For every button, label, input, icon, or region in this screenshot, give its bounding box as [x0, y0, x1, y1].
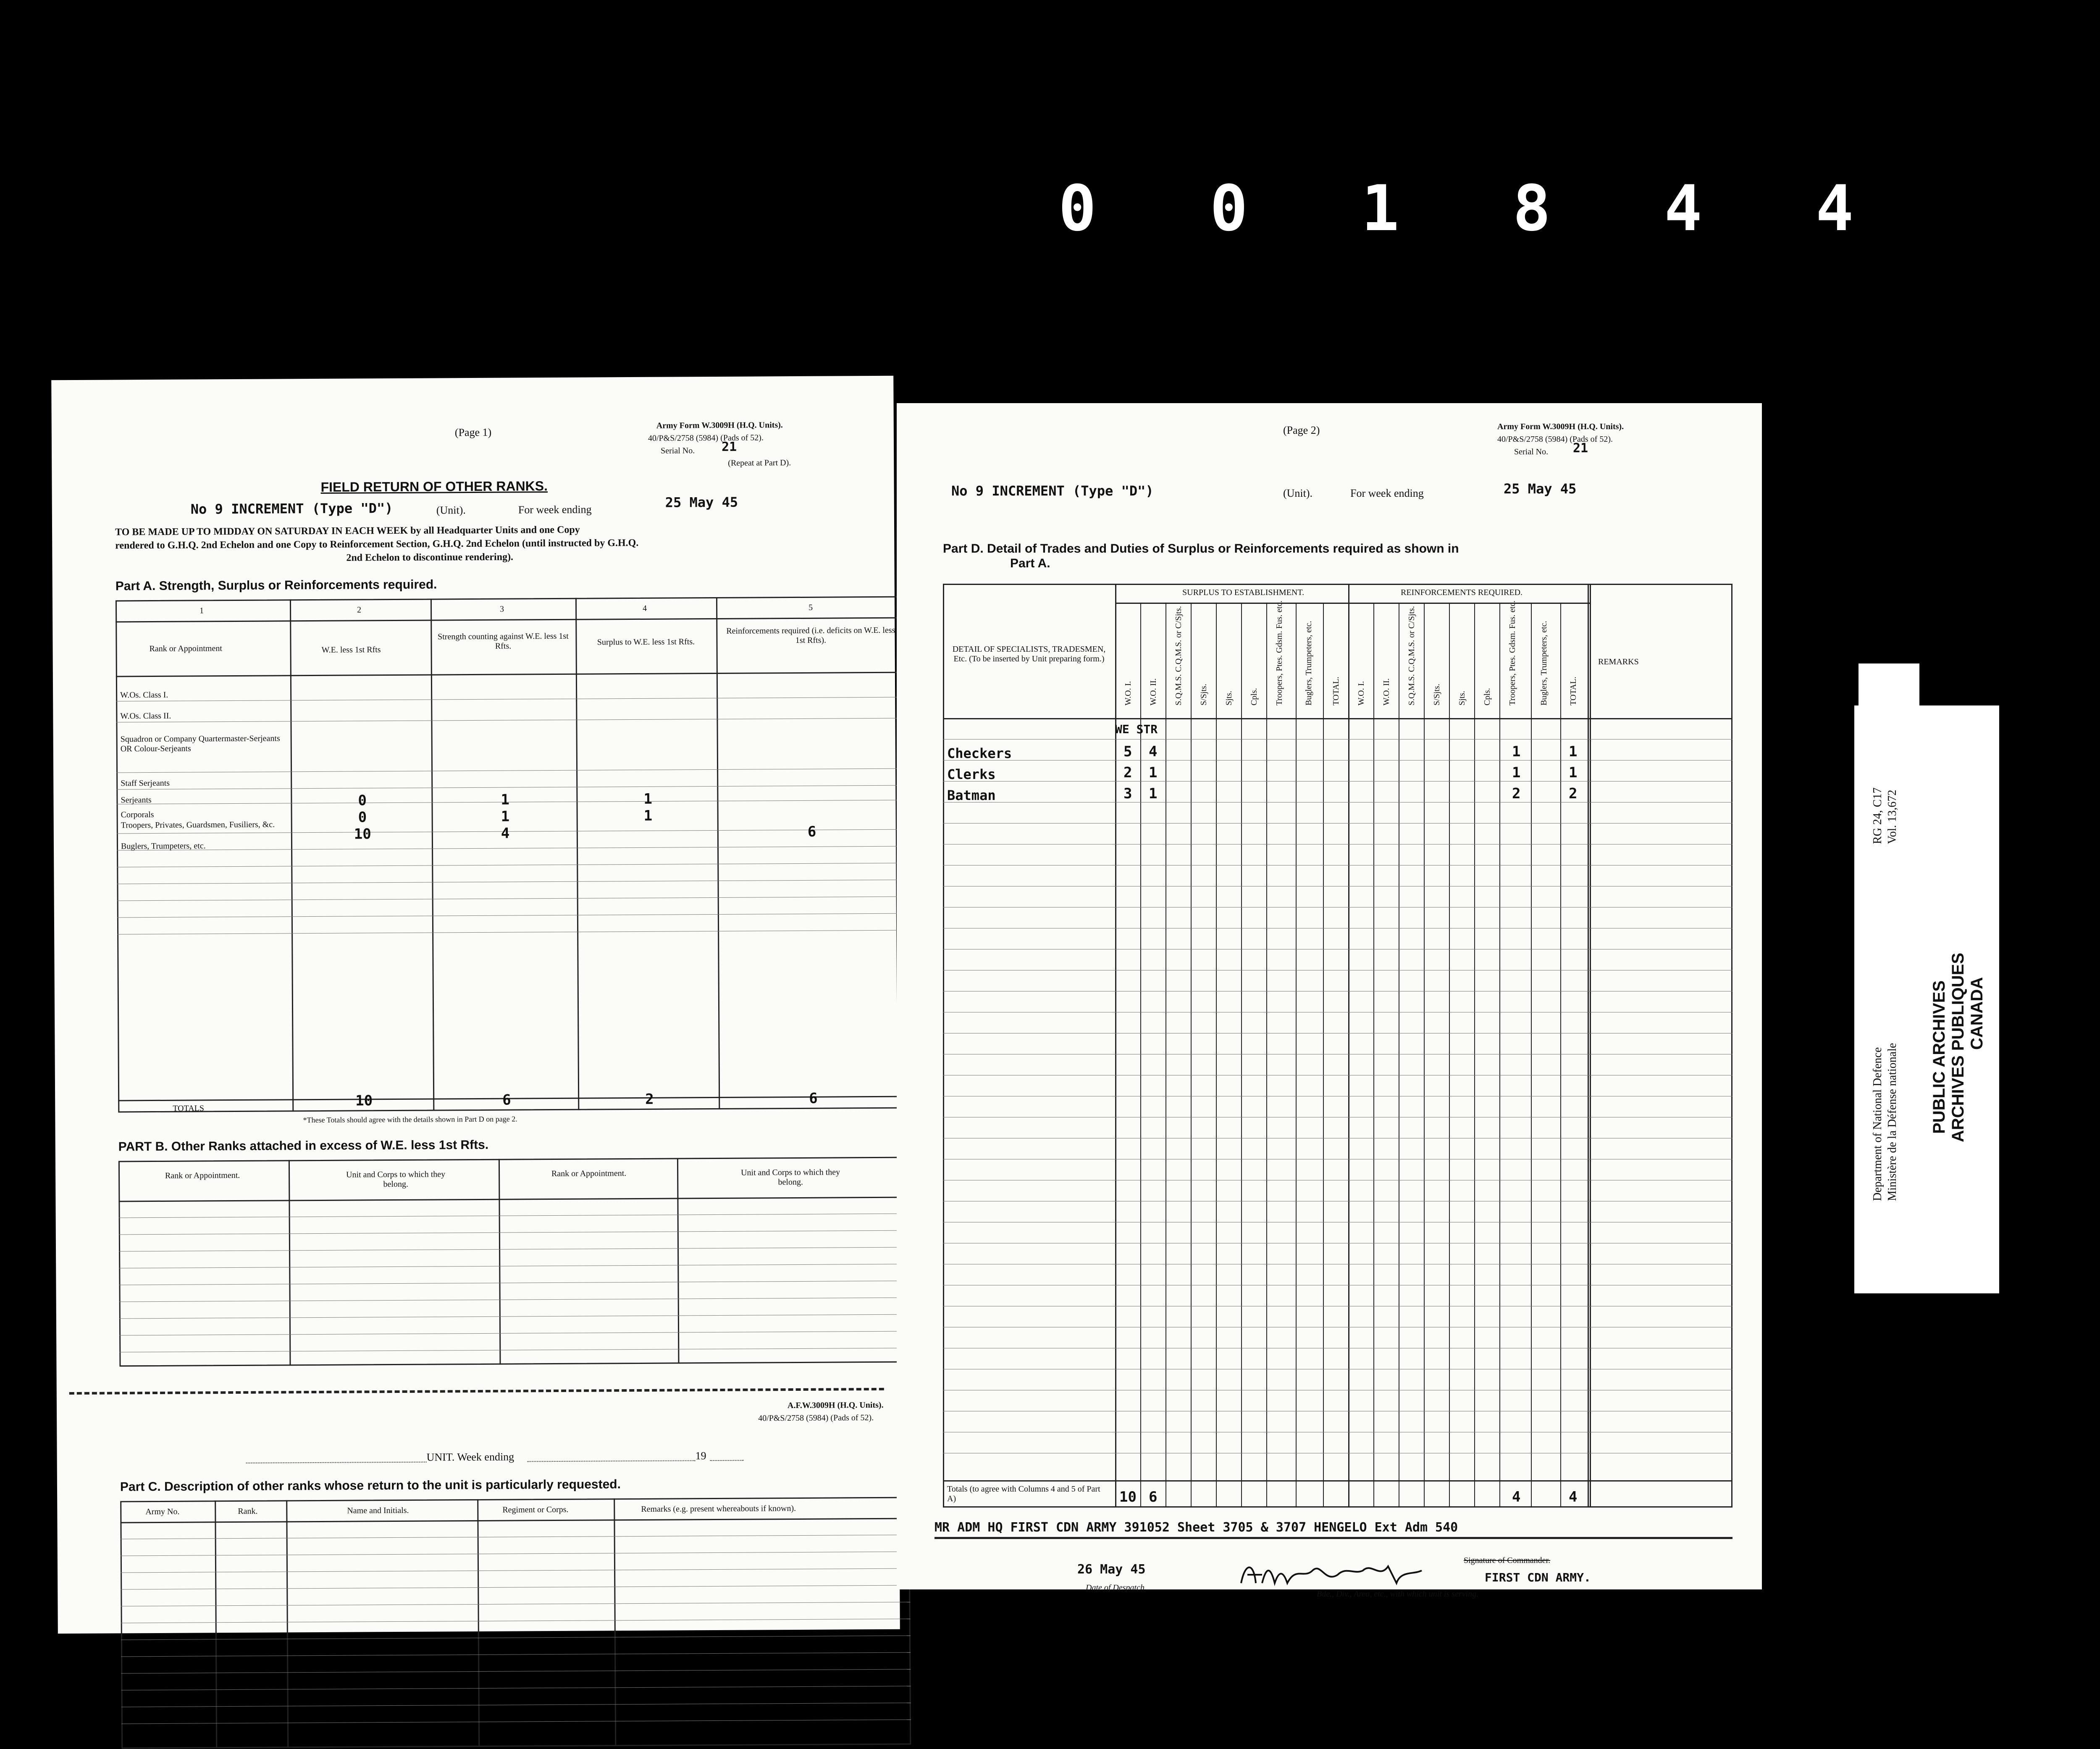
- p2-total-str: 6: [1149, 1489, 1158, 1505]
- p2-serial-value: 21: [1573, 441, 1588, 456]
- part-d-title-1: Part D. Detail of Trades and Duties of Surplus or Reinforcements required as shown in: [943, 542, 1459, 556]
- instructions-line-3: 2nd Echelon to discontinue rendering).: [346, 551, 514, 564]
- reinf-sub-cpls: Cpls.: [1483, 688, 1492, 705]
- reinf-sub-buglers: Buglers, Trumpeters, etc.: [1539, 621, 1549, 705]
- year-prefix: 19: [695, 1450, 706, 1462]
- corporals-surplus: 1: [643, 807, 653, 824]
- despatch-label: Date of Despatch.: [1086, 1583, 1147, 1592]
- serjeants-strength: 1: [501, 791, 510, 808]
- week-ending-label: For week ending: [518, 503, 592, 516]
- reel-frame-number: 0 0 1 8 4 4: [1058, 172, 1892, 245]
- archive-card: [1854, 663, 1999, 1293]
- row-batman-reinf-total: 2: [1569, 785, 1578, 802]
- page-2-label: (Page 2): [1283, 424, 1320, 436]
- sub-sjts: Sjts.: [1224, 690, 1234, 705]
- corporals-strength: 1: [501, 808, 510, 825]
- tear-form-label: A.F.W.3009H (H.Q. Units).: [787, 1400, 884, 1411]
- p2-week-label: For week ending: [1350, 487, 1424, 499]
- repeat-note: (Repeat at Part D).: [728, 458, 791, 468]
- instructions-line-2: rendered to G.H.Q. 2nd Echelon and one Copy to Reinforcement Section, G.H.Q. 2nd Echelon (until instructed by G.H.Q.: [115, 537, 639, 551]
- army-form-label: Army Form W.3009H (H.Q. Units).: [656, 420, 783, 430]
- p2-unit-value: No 9 INCREMENT (Type "D"): [951, 483, 1154, 499]
- dept-fr: Ministère de la Défense nationale: [1886, 1043, 1899, 1201]
- week-ending-value: 25 May 45: [665, 494, 738, 511]
- row-batman-str: 1: [1149, 785, 1158, 802]
- col-num-1: 1: [200, 606, 204, 616]
- sub-ssjts: S/Sjts.: [1199, 684, 1208, 705]
- serjeants-we: 0: [358, 792, 367, 809]
- map-reference: MR ADM HQ FIRST CDN ARMY 391052 Sheet 3705 & 3707 HENGELO Ext Adm 540: [934, 1520, 1458, 1535]
- p2-serial-label: Serial No.: [1514, 447, 1549, 456]
- row-checkers-we: 5: [1124, 743, 1132, 760]
- sub-sqms: S.Q.M.S. C.Q.M.S. or C/Sjts.: [1174, 606, 1183, 705]
- we-str-label: WE STR: [1115, 722, 1158, 736]
- row-checkers-detail: Checkers: [947, 745, 1012, 761]
- reinf-sub-troopers: Troopers, Ptes. Gdsm. Fus. etc.: [1508, 600, 1517, 705]
- p2-total-reinf-total: 4: [1569, 1489, 1578, 1505]
- row-batman-reinf-troopers: 2: [1512, 785, 1521, 802]
- rank-cqms: Squadron or Company Quartermaster-Serjeants OR Colour-Serjeants: [120, 734, 280, 754]
- totals-label: TOTALS: [173, 1104, 205, 1113]
- p2-army-form-label: Army Form W.3009H (H.Q. Units).: [1497, 422, 1624, 431]
- row-batman-we: 3: [1124, 785, 1132, 802]
- rg-number: RG 24, C17: [1871, 787, 1884, 844]
- part-b-header-rank-2: Rank or Appointment.: [551, 1169, 627, 1179]
- total-reinf: 6: [809, 1090, 818, 1107]
- rank-wo1: W.Os. Class I.: [120, 690, 168, 700]
- reinf-sub-total: TOTAL.: [1569, 677, 1578, 705]
- troopers-we: 10: [354, 826, 371, 843]
- header-strength: Strength counting against W.E. less 1st Rfts.: [438, 631, 569, 651]
- tear-line: [69, 1388, 884, 1395]
- row-clerks-reinf-troopers: 1: [1512, 764, 1521, 781]
- p2-form-ref-label: 40/P&S/2758 (5984) (Pads of 52).: [1497, 435, 1613, 444]
- row-clerks-we: 2: [1124, 764, 1132, 781]
- sub-total: TOTAL.: [1331, 677, 1341, 705]
- reinf-sub-wo1: W.O. I.: [1357, 681, 1366, 705]
- part-b-header-unit-2: Unit and Corps to which they belong.: [740, 1167, 840, 1187]
- archives-fr: ARCHIVES PUBLIQUES: [1949, 952, 1967, 1142]
- part-b-table: [118, 1157, 909, 1367]
- total-surplus: 2: [645, 1091, 654, 1108]
- rank-staff-serjeants: Staff Serjeants: [121, 778, 170, 788]
- form-ref-label: 40/P&S/2758 (5984) (Pads of 52).: [648, 433, 764, 443]
- remarks-header: REMARKS: [1598, 657, 1639, 666]
- totals-note: *These Totals should agree with the details shown in Part D on page 2.: [303, 1114, 517, 1125]
- col-num-5: 5: [808, 603, 813, 612]
- instructions-line-1: TO BE MADE UP TO MIDDAY ON SATURDAY IN EACH WEEK by all Headquarter Units and one Copy: [115, 524, 580, 538]
- part-c-header-remarks: Remarks (e.g. present whereabouts if known).: [641, 1504, 796, 1514]
- tear-form-ref: 40/P&S/2758 (5984) (Pads of 52).: [758, 1413, 874, 1423]
- despatch-date: 26 May 45: [1077, 1562, 1146, 1577]
- row-checkers-reinf-troopers: 1: [1512, 743, 1521, 760]
- reinf-header: REINFORCEMENTS REQUIRED.: [1401, 588, 1523, 597]
- archives-en: PUBLIC ARCHIVES: [1930, 980, 1948, 1134]
- header-reinforcements: Reinforcements required (i.e. deficits on W.E. less 1st Rfts).: [726, 625, 895, 645]
- part-c-table: [120, 1497, 911, 1749]
- reinf-sub-ssjts: S/Sjts.: [1432, 684, 1441, 705]
- row-clerks-reinf-total: 1: [1569, 764, 1578, 781]
- dept-en: Department of National Defence: [1871, 1047, 1884, 1201]
- col-num-3: 3: [500, 604, 504, 614]
- total-strength: 6: [502, 1091, 511, 1109]
- rank-corporals: Corporals: [121, 810, 154, 820]
- page-1-label: (Page 1): [454, 426, 492, 439]
- vol-number: Vol. 13,672: [1886, 789, 1899, 844]
- serjeants-surplus: 1: [643, 790, 653, 808]
- total-we: 10: [355, 1092, 373, 1109]
- col-num-2: 2: [357, 605, 362, 615]
- part-c-header-regiment: Regiment or Corps.: [502, 1505, 569, 1515]
- page-2: [897, 403, 1762, 1599]
- part-c-title: Part C. Description of other ranks whose return to the unit is particularly requested.: [120, 1477, 621, 1494]
- reinf-sub-wo2: W.O. II.: [1382, 678, 1391, 705]
- corporals-we: 0: [358, 809, 367, 826]
- sub-buglers: Buglers, Trumpeters, etc.: [1304, 621, 1313, 705]
- reinf-sub-sjts: Sjts.: [1457, 690, 1467, 705]
- header-surplus: Surplus to W.E. less 1st Rfts.: [597, 637, 695, 647]
- p2-total-reinf-troopers: 4: [1512, 1489, 1521, 1505]
- part-c-header-rank: Rank.: [238, 1506, 258, 1516]
- formation-name: FIRST CDN ARMY.: [1485, 1571, 1591, 1584]
- p2-week-value: 25 May 45: [1504, 481, 1577, 497]
- sub-troopers: Troopers, Ptes. Gdsm. Fus. etc.: [1275, 600, 1284, 705]
- reinf-sub-sqms: S.Q.M.S. C.Q.M.S. or C/Sjts.: [1407, 606, 1416, 705]
- troopers-strength: 4: [501, 825, 510, 842]
- row-checkers-reinf-total: 1: [1569, 743, 1578, 760]
- rank-troopers: Troopers, Privates, Guardsmen, Fusiliers, &c.: [121, 820, 275, 830]
- part-c-header-name: Name and Initials.: [347, 1505, 409, 1516]
- formation-label: Bde., Div., Area, etc., with which unit is serving.: [1317, 1589, 1479, 1599]
- row-batman-detail: Batman: [947, 787, 996, 803]
- sub-wo1: W.O. I.: [1124, 681, 1133, 705]
- col-num-4: 4: [643, 603, 647, 613]
- part-c-header-army-no: Army No.: [145, 1507, 180, 1517]
- serial-label: Serial No.: [661, 446, 695, 456]
- row-clerks-str: 1: [1149, 764, 1158, 781]
- unit-value: No 9 INCREMENT (Type "D"): [190, 500, 393, 517]
- header-we: W.E. less 1st Rfts: [321, 645, 381, 655]
- archives-country: CANADA: [1968, 977, 1986, 1050]
- row-clerks-detail: Clerks: [947, 766, 996, 782]
- serial-value: 21: [721, 439, 737, 454]
- row-checkers-str: 4: [1149, 743, 1158, 760]
- signature-label: Signature of Commander.: [1464, 1556, 1551, 1565]
- surplus-header: SURPLUS TO ESTABLISHMENT.: [1182, 588, 1305, 597]
- part-d-title-2: Part A.: [1010, 556, 1050, 570]
- p2-total-we: 10: [1119, 1489, 1137, 1505]
- part-b-title: PART B. Other Ranks attached in excess of W.E. less 1st Rfts.: [118, 1138, 489, 1154]
- p2-totals-label: Totals (to agree with Columns 4 and 5 of Part A): [947, 1484, 1100, 1503]
- p2-unit-label: (Unit).: [1283, 487, 1313, 499]
- sub-cpls: Cpls.: [1250, 688, 1259, 705]
- detail-header: DETAIL OF SPECIALISTS, TRADESMEN, Etc. (To be inserted by Unit preparing form.): [952, 645, 1106, 663]
- unit-week-label: UNIT. Week ending: [426, 1450, 514, 1463]
- unit-label: (Unit).: [436, 504, 466, 517]
- sub-wo2: W.O. II.: [1149, 678, 1158, 705]
- page-1: [51, 376, 900, 1634]
- rank-buglers: Buglers, Trumpeters, etc.: [121, 841, 206, 851]
- part-b-header-rank-1: Rank or Appointment.: [165, 1170, 240, 1180]
- header-rank: Rank or Appointment: [149, 644, 222, 654]
- rank-serjeants: Serjeants: [121, 795, 152, 805]
- part-a-title: Part A. Strength, Surplus or Reinforcements required.: [115, 577, 437, 593]
- troopers-reinf: 6: [807, 823, 816, 840]
- form-title: FIELD RETURN OF OTHER RANKS.: [320, 478, 548, 495]
- part-b-header-unit-1: Unit and Corps to which they belong.: [346, 1169, 446, 1189]
- rank-wo2: W.Os. Class II.: [120, 711, 171, 721]
